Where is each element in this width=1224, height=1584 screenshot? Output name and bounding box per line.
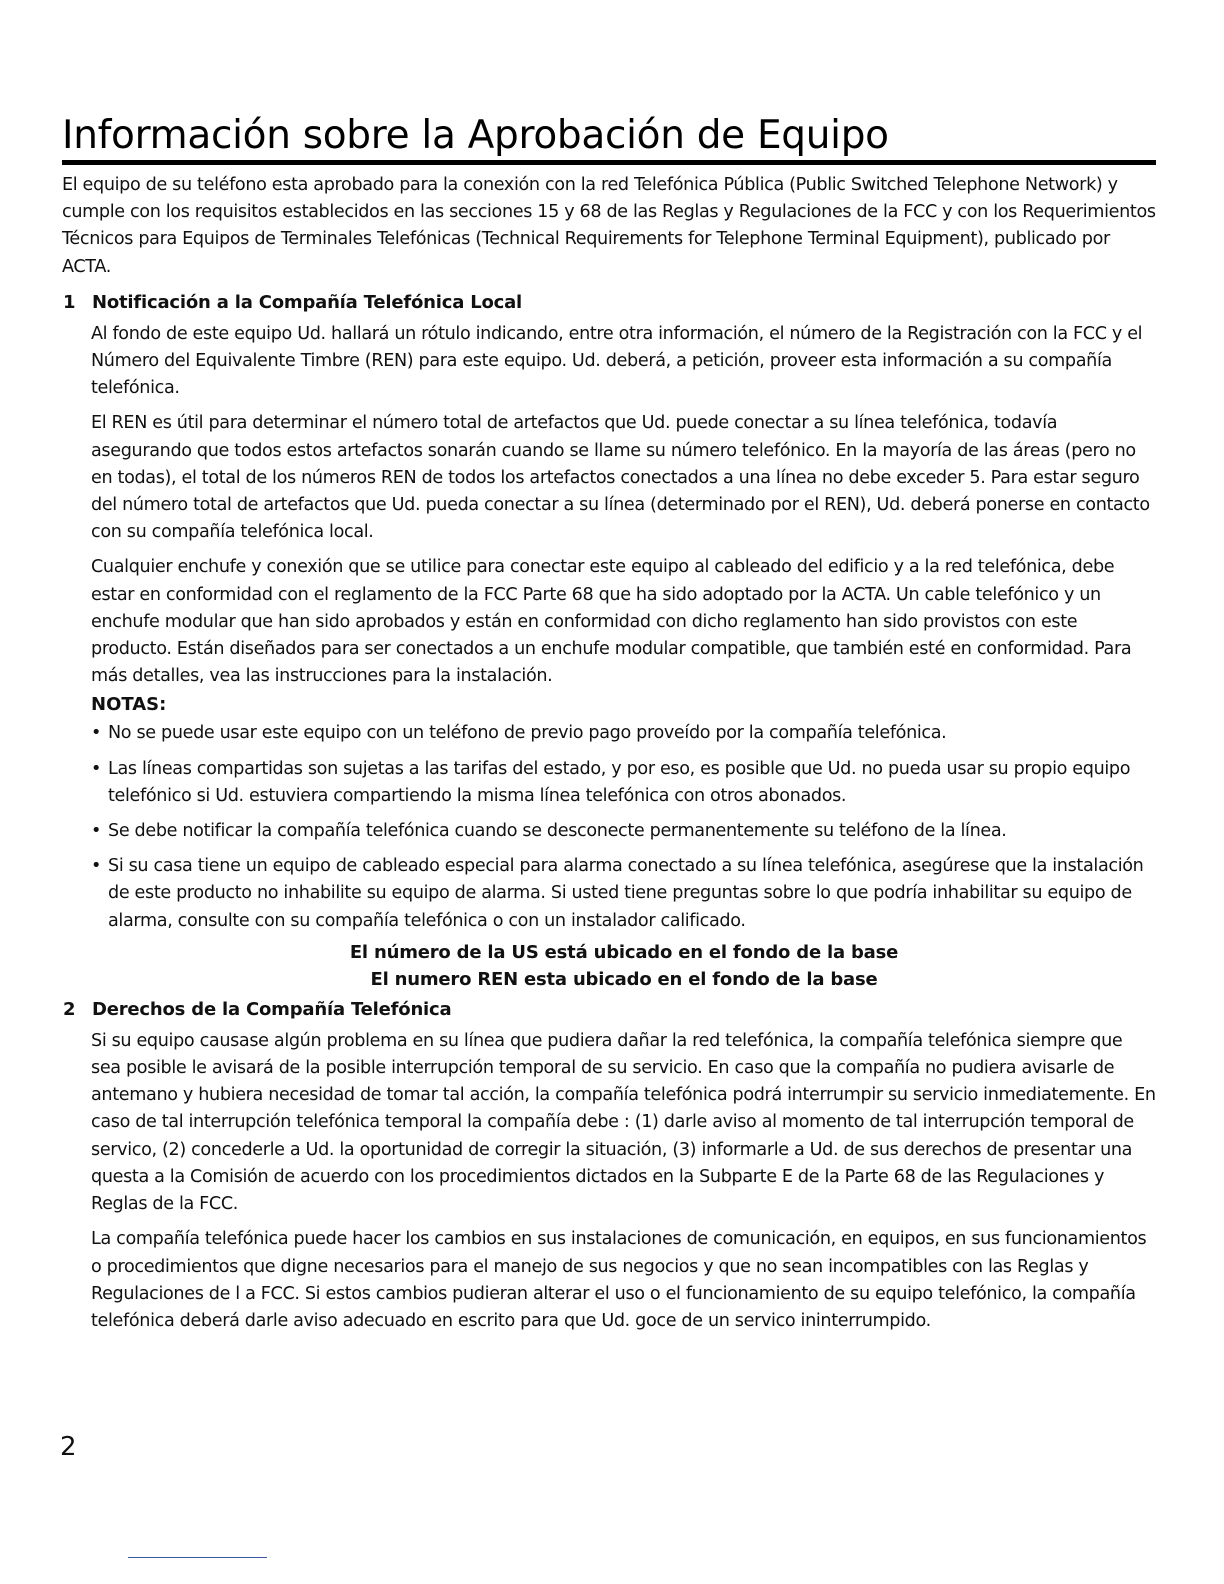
bullet-icon: •	[91, 856, 102, 877]
ren-number-location: El numero REN esta ubicado en el fondo de la base	[370, 969, 878, 991]
section-1-number: 1	[63, 291, 76, 313]
note-text: Se debe notificar la compañía telefónica cuando se desconecte permanentemente su teléfono de la línea.	[108, 821, 1007, 842]
note-text: Si su casa tiene un equipo de cableado especial para alarma conectado a su línea telefónica, asegúrese que la instalación de este producto no inhabilite su equipo de alarma. Si usted tiene preguntas sobre lo que podría inhabilitar su equipo de alarma, consulte con su compañía telefónica o con un instalador calificado.	[108, 856, 1144, 931]
note-item	[91, 853, 1157, 935]
section-1-heading	[62, 289, 1157, 317]
section-1-title: Notificación a la Compañía Telefónica Local	[92, 291, 523, 313]
notes-list	[91, 720, 1157, 934]
notes-label: NOTAS:	[91, 694, 167, 716]
footer-line	[128, 1557, 267, 1558]
page-number: 2	[60, 1432, 77, 1462]
intro-paragraph: El equipo de su teléfono esta aprobado para la conexión con la red Telefónica Pública (Public Switched Telephone Network) y cumple con los requisitos establecidos en las secciones 15 y 68 de las Reglas y Regulaciones de la FCC y con los Requerimientos Técnicos para Equipos de Terminales Telefónicas (Technical Requirements for Telephone Terminal Equipment), publicado por ACTA.	[62, 175, 1156, 277]
section-1-paragraph: El REN es útil para determinar el número total de artefactos que Ud. puede conectar a su línea telefónica, todavía asegurando que todos estos artefactos sonarán cuando se llame su número telefónico. En la mayoría de las áreas (pero no en todas), el total de los números REN de todos los artefactos conectados a una línea no debe exceder 5. Para estar seguro del número total de artefactos que Ud. pueda conectar a su línea (determinado por el REN), Ud. deberá ponerse en contacto con su compañía telefónica local.	[91, 413, 1150, 543]
section-2-title: Derechos de la Compañía Telefónica	[92, 998, 452, 1020]
note-text: No se puede usar este equipo con un teléfono de previo pago proveído por la compañía telefónica.	[108, 723, 947, 744]
section-1-paragraph: Al fondo de este equipo Ud. hallará un rótulo indicando, entre otra información, el número de la Registración con la FCC y el Número del Equivalente Timbre (REN) para este equipo. Ud. deberá, a petición, proveer esta información a su compañía telefónica.	[91, 323, 1143, 399]
section-1-body	[62, 321, 1157, 935]
note-item	[91, 818, 1157, 845]
section-2-heading	[62, 996, 1157, 1024]
us-number-location: El número de la US está ubicado en el fondo de la base	[349, 941, 899, 963]
section-1-paragraph: Cualquier enchufe y conexión que se utilice para conectar este equipo al cableado del edificio y a la red telefónica, debe estar en conformidad con el reglamento de la FCC Parte 68 que ha sido adoptado por la ACTA. Un cable telefónico y un enchufe modular que han sido aprobados y están en conformidad con dicho reglamento han sido provistos con este producto. Están diseñados para ser conectados a un enchufe modular compatible, que también esté en conformidad. Para más detalles, vea las instrucciones para la instalación.	[91, 557, 1132, 687]
bullet-icon: •	[91, 758, 102, 779]
bullet-icon: •	[91, 821, 102, 842]
section-2-paragraph: La compañía telefónica puede hacer los cambios en sus instalaciones de comunicación, en equipos, en sus funcionamientos o procedimientos que digne necesarios para el manejo de sus negocios y que no sean incompatibles con las Reglas y Regulaciones de l a FCC. Si estos cambios pudieran alterar el uso o el funcionamiento de su equipo telefónico, la compañía telefónica deberá darle aviso adecuado en escrito para que Ud. goce de un servico ininterrumpido.	[91, 1229, 1147, 1331]
section-2-paragraph: Si su equipo causase algún problema en su línea que pudiera dañar la red telefónica, la compañía telefónica siempre que sea posible le avisará de la posible interrupción temporal de su servicio. En caso que la compañía no pudiera avisarle de antemano y hubiera necesidad de tomar tal acción, la compañía telefónica podrá interrumpir su servicio inmediatemente. En caso de tal interrupción telefónica temporal la compañía debe : (1) darle aviso al momento de tal interrupción temporal de servico, (2) concederle a Ud. la oportunidad de corregir la situación, (3) informarle a Ud. de sus derechos de presentar una questa a la Comisión de acuerdo con los procedimientos dictados en la Subparte E de la Parte 68 de las Regulaciones y Reglas de la FCC.	[91, 1030, 1156, 1215]
section-2-body	[62, 1028, 1157, 1335]
note-text: Las líneas compartidas son sujetas a las tarifas del estado, y por eso, es posible que Ud. no pueda usar su propio equipo telefónico si Ud. estuviera compartiendo la misma línea telefónica con otros abonados.	[108, 758, 1131, 806]
page-content	[62, 112, 1157, 1343]
title-underline	[62, 160, 1156, 165]
note-item	[91, 756, 1157, 810]
bullet-icon: •	[91, 723, 102, 744]
section-2-number: 2	[63, 998, 76, 1020]
page-title: Información sobre la Aprobación de Equipo	[62, 113, 889, 158]
note-item	[91, 720, 1157, 747]
ren-location-notice	[62, 939, 1157, 994]
